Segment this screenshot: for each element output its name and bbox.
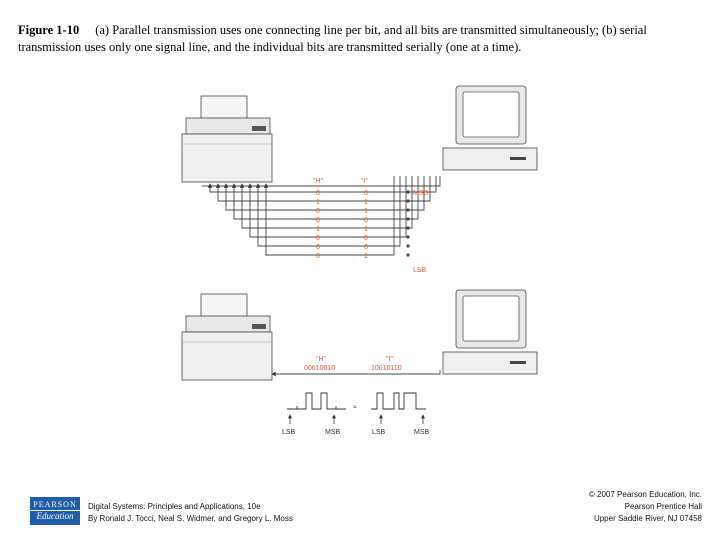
parallel-wire-4	[242, 176, 412, 228]
h-bit-0: 0	[316, 190, 320, 197]
parallel-lsb-label: LSB	[413, 267, 427, 274]
copyright-line3: Upper Saddle River, NJ 07458	[593, 514, 702, 523]
break-symbol: ≈	[353, 404, 357, 411]
h-bit-5: 0	[316, 235, 320, 242]
h-bit-3: 0	[316, 217, 320, 224]
serial-line	[272, 370, 440, 374]
wire-junction-1	[406, 199, 409, 202]
serial-msb-2: MSB	[414, 429, 430, 436]
wire-junction-2	[406, 208, 409, 211]
wire-junction-0	[406, 190, 409, 193]
wire-junction-5	[406, 235, 409, 238]
i-bit-4: 1	[364, 226, 368, 233]
computer-a	[443, 86, 537, 170]
printer-a	[182, 96, 272, 182]
parallel-h-label: "H"	[313, 178, 324, 185]
i-bit-3: 0	[364, 217, 368, 224]
serial-msb-1: MSB	[325, 429, 341, 436]
copyright-block	[589, 489, 702, 525]
i-bit-2: 1	[364, 208, 368, 215]
caption-text: (a) Parallel transmission uses one connecting line per bit, and all bits are transmitted simultaneously; (b) serial transmission uses only one signal line, and the individual bits are transmitted serially (one at a time).	[18, 23, 647, 54]
i-bit-0: 0	[364, 190, 368, 197]
parallel-wire-3	[234, 176, 418, 219]
parallel-i-bits	[364, 190, 368, 260]
computer-b	[443, 290, 537, 374]
i-bit-7: 1	[364, 253, 368, 260]
printer-b	[182, 294, 272, 380]
parallel-msb-label: MSB	[413, 190, 429, 197]
serial-waveform-h	[287, 393, 346, 409]
h-bit-2: 0	[316, 208, 320, 215]
logo-line1: PEARSON	[33, 500, 77, 509]
h-bit-7: 0	[316, 253, 320, 260]
parallel-h-bits	[316, 190, 320, 260]
book-authors: By Ronald J. Tocci, Neal S. Widmer, and Gregory L. Moss	[88, 514, 293, 523]
book-citation	[88, 501, 293, 525]
serial-h-code: 00010010	[304, 365, 336, 372]
serial-lsb-2: LSB	[372, 429, 386, 436]
parallel-wire-7	[266, 176, 394, 255]
i-bit-5: 0	[364, 235, 368, 242]
h-bit-6: 0	[316, 244, 320, 251]
wire-junction-6	[406, 244, 409, 247]
i-bit-6: 0	[364, 244, 368, 251]
i-bit-1: 1	[364, 199, 368, 206]
serial-i-label: "I"	[386, 356, 393, 363]
logo-line2: Education	[30, 510, 80, 521]
figure-number: Figure 1-10	[18, 23, 80, 37]
serial-lsb-1: LSB	[282, 429, 296, 436]
book-title: Digital Systems: Principles and Applications, 10e	[88, 502, 261, 511]
h-bit-1: 1	[316, 199, 320, 206]
wire-junction-4	[406, 226, 409, 229]
serial-h-label: "H"	[316, 356, 327, 363]
serial-arrows	[290, 415, 423, 424]
serial-i-code: 10010110	[371, 365, 402, 372]
wire-junction-7	[406, 253, 409, 256]
copyright-line1: © 2007 Pearson Education, Inc.	[588, 490, 702, 499]
parallel-wire-6	[258, 176, 400, 246]
copyright-line2: Pearson Prentice Hall	[624, 502, 702, 511]
wire-junction-3	[406, 217, 409, 220]
serial-waveform-i	[371, 393, 426, 409]
parallel-i-label: "I"	[361, 178, 368, 185]
parallel-wires	[210, 176, 436, 257]
h-bit-4: 1	[316, 226, 320, 233]
pearson-logo	[30, 497, 80, 525]
